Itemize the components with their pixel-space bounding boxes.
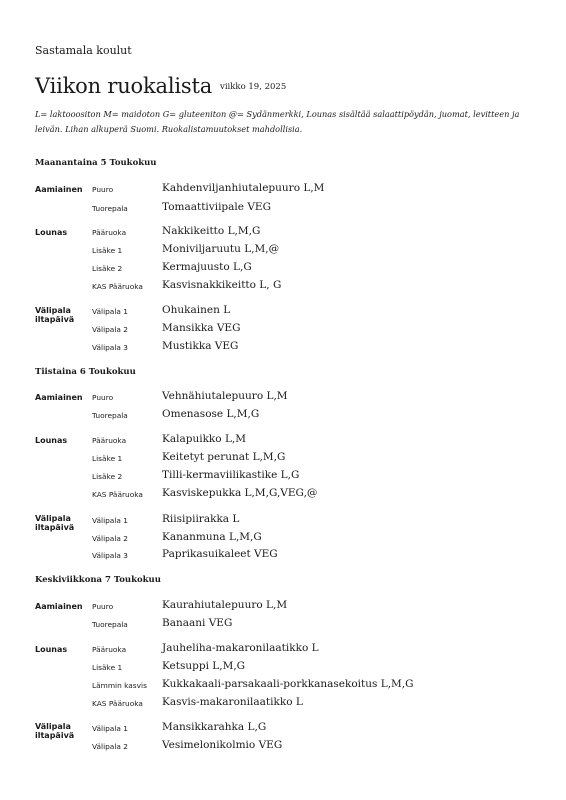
dish: Kananmuna L,M,G xyxy=(162,531,262,543)
meal-subcategory: KAS Pääruoka xyxy=(92,282,143,291)
dish: Ketsuppi L,M,G xyxy=(162,660,246,672)
dish: Tomaattiviipale VEG xyxy=(162,201,271,213)
meal-category: Aamiainen xyxy=(35,185,83,194)
meal-category: Välipala iltapäivä xyxy=(35,722,75,740)
day-heading: Maanantaina 5 Toukokuu xyxy=(35,158,157,168)
week-label: viikko 19, 2025 xyxy=(220,82,287,92)
meal-subcategory: Lisäke 1 xyxy=(92,454,123,463)
page-title: Viikon ruokalista xyxy=(35,74,213,98)
meal-category: Aamiainen xyxy=(35,602,83,611)
meal-subcategory: Pääruoka xyxy=(92,645,127,654)
meal-subcategory: Välipala 1 xyxy=(92,307,128,316)
meal-subcategory: Lisäke 1 xyxy=(92,663,123,672)
meal-subcategory: Tuorepala xyxy=(92,411,128,420)
meal-subcategory: Lisäke 2 xyxy=(92,264,123,273)
dish: Kukkakaali-parsakaali-porkkanasekoitus L,M,G xyxy=(162,678,414,690)
meal-category: Välipala iltapäivä xyxy=(35,306,75,324)
meal-subcategory: Puuro xyxy=(92,185,114,194)
meal-subcategory: Välipala 1 xyxy=(92,516,128,525)
meal-category: Välipala iltapäivä xyxy=(35,514,75,532)
dish: Kaurahiutalepuuro L,M xyxy=(162,599,288,611)
dish: Banaani VEG xyxy=(162,617,233,629)
dish: Kasvisnakkikeitto L, G xyxy=(162,279,282,291)
dish: Nakkikeitto L,M,G xyxy=(162,225,261,237)
school-name: Sastamala koulut xyxy=(35,44,132,57)
meal-subcategory: Välipala 2 xyxy=(92,325,128,334)
dish: Riisipiirakka L xyxy=(162,513,240,525)
dish: Omenasose L,M,G xyxy=(162,408,260,420)
dish: Vehnähiutalepuuro L,M xyxy=(162,390,288,402)
meal-subcategory: Pääruoka xyxy=(92,436,127,445)
dish: Kasvis-makaronilaatikko L xyxy=(162,696,303,708)
diet-legend: L= laktooositon M= maidoton G= gluteeniton @= Sydänmerkki, Lounas sisältää salaattipöydän, juomat, levitteen ja leivän. Lihan alkuperä Suomi. Ruokalistamuutokset mahdollisia. xyxy=(35,109,520,134)
meal-category: Lounas xyxy=(35,645,68,654)
meal-category: Aamiainen xyxy=(35,393,83,402)
meal-subcategory: Puuro xyxy=(92,393,114,402)
dish: Mustikka VEG xyxy=(162,340,239,352)
meal-subcategory: Lisäke 2 xyxy=(92,472,123,481)
meal-subcategory: Tuorepala xyxy=(92,204,128,213)
meal-subcategory: Välipala 3 xyxy=(92,343,128,352)
meal-subcategory: Puuro xyxy=(92,602,114,611)
dish: Moniviljaruutu L,M,@ xyxy=(162,243,280,255)
dish: Vesimelonikolmio VEG xyxy=(162,739,283,751)
dish: Paprikasuikaleet VEG xyxy=(162,548,278,560)
title-row xyxy=(35,74,286,98)
day-heading: Tiistaina 6 Toukokuu xyxy=(35,367,136,377)
dish: Jauheliha-makaronilaatikko L xyxy=(162,642,319,654)
meal-category: Lounas xyxy=(35,436,68,445)
meal-subcategory: KAS Pääruoka xyxy=(92,490,143,499)
meal-subcategory: Välipala 1 xyxy=(92,724,128,733)
meal-subcategory: KAS Pääruoka xyxy=(92,699,143,708)
meal-subcategory: Välipala 2 xyxy=(92,742,128,751)
meal-subcategory: Välipala 2 xyxy=(92,534,128,543)
dish: Kermajuusto L,G xyxy=(162,261,252,273)
dish: Kalapuikko L,M xyxy=(162,433,247,445)
meal-subcategory: Pääruoka xyxy=(92,228,127,237)
dish: Kasviskepukka L,M,G,VEG,@ xyxy=(162,487,318,499)
meal-subcategory: Välipala 3 xyxy=(92,551,128,560)
meal-category: Lounas xyxy=(35,228,68,237)
meal-subcategory: Lisäke 1 xyxy=(92,246,123,255)
dish: Mansikkarahka L,G xyxy=(162,721,267,733)
dish: Tilli-kermaviilikastike L,G xyxy=(162,469,300,481)
dish: Mansikka VEG xyxy=(162,322,241,334)
meal-subcategory: Tuorepala xyxy=(92,620,128,629)
dish: Keitetyt perunat L,M,G xyxy=(162,451,286,463)
dish: Kahdenviljanhiutalepuuro L,M xyxy=(162,182,325,194)
day-heading: Keskiviikkona 7 Toukokuu xyxy=(35,575,161,585)
dish: Ohukainen L xyxy=(162,304,231,316)
meal-subcategory: Lämmin kasvis xyxy=(92,681,147,690)
